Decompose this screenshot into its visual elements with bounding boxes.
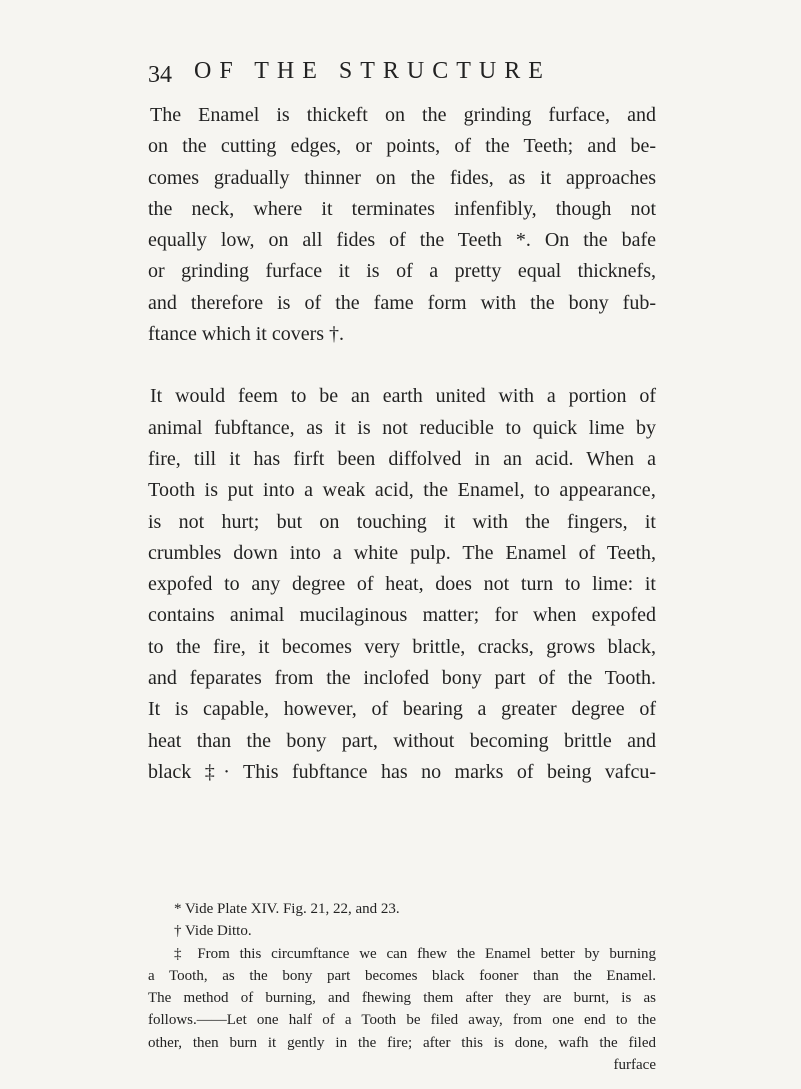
footnote-line: a Tooth, as the bony part becomes black fooner than the Enamel.: [148, 967, 656, 984]
text-line: and feparates from the inclofed bony part of the Tooth.: [148, 667, 656, 690]
body-text: [148, 100, 656, 788]
footnote-text: Vide Ditto.: [184, 923, 252, 940]
footnote-line: [148, 920, 656, 942]
text-line: ftance which it covers †.: [148, 323, 345, 346]
text-line: and therefore is of the fame form with the bony fub-: [148, 291, 656, 314]
footnote-line: [148, 898, 656, 920]
text-line: is not hurt; but on touching it with the fingers, it: [148, 510, 656, 533]
footnote-mark: ‡: [174, 945, 188, 962]
text-line: or grinding furface it is of a pretty equal thicknefs,: [148, 260, 656, 283]
text-line: contains animal mucilaginous matter; for when expofed: [148, 604, 656, 627]
text-line: It would feem to be an earth united with a portion of: [150, 385, 656, 408]
text-line: equally low, on all fides of the Teeth *. On the bafe: [148, 229, 656, 252]
text-line: on the cutting edges, or points, of the Teeth; and be-: [148, 135, 656, 158]
text-line: animal fubftance, as it is not reducible to quick lime by: [148, 416, 656, 439]
footnote-text: Vide Plate XIV. Fig. 21, 22, and 23.: [184, 901, 400, 917]
text-line: comes gradually thinner on the fides, as it approaches: [148, 166, 656, 189]
text-line: the neck, where it terminates infenfibly, though not: [148, 197, 656, 220]
catchword: furface: [613, 1057, 656, 1074]
footnotes: [148, 898, 656, 1076]
page-header: [148, 58, 658, 98]
footnote-plate-reference: [148, 898, 656, 920]
text-line: Tooth is put into a weak acid, the Enamel, to appearance,: [148, 479, 656, 502]
running-head: OF THE STRUCTURE: [194, 58, 551, 84]
footnote-line: The method of burning, and fhewing them after they are burnt, is as: [148, 990, 656, 1007]
text-line: expofed to any degree of heat, does not turn to lime: it: [148, 573, 656, 596]
text-line: to the fire, it becomes very brittle, cracks, grows black,: [148, 635, 656, 658]
footnote-line: [148, 943, 656, 965]
footnote-line: other, then burn it gently in the fire; after this is done, wafh the filed: [148, 1034, 656, 1051]
text-line: It is capable, however, of bearing a greater degree of: [148, 698, 656, 721]
text-line: black ‡· This fubftance has no marks of being vafcu-: [148, 760, 656, 783]
text-line: The Enamel is thickeft on the grinding furface, and: [150, 104, 656, 126]
text-line: heat than the bony part, without becoming brittle and: [148, 729, 656, 752]
footnote-line: follows.——Let one half of a Tooth be filed away, from one end to the: [148, 1012, 656, 1029]
footnote-text: From this circumftance we can fhew the Enamel better by burning: [197, 945, 656, 962]
footnote-ditto: [148, 920, 656, 942]
text-line: crumbles down into a white pulp. The Enamel of Teeth,: [148, 541, 656, 564]
paragraph-enamel-thickness: [148, 100, 656, 350]
footnote-mark: †: [174, 923, 182, 940]
footnote-burning-method: [148, 943, 656, 1077]
page-number: 34: [148, 62, 172, 88]
footnote-mark: *: [174, 901, 182, 917]
paragraph-enamel-composition: [148, 381, 656, 788]
text-line: fire, till it has firft been diffolved in an acid. When a: [148, 447, 656, 470]
